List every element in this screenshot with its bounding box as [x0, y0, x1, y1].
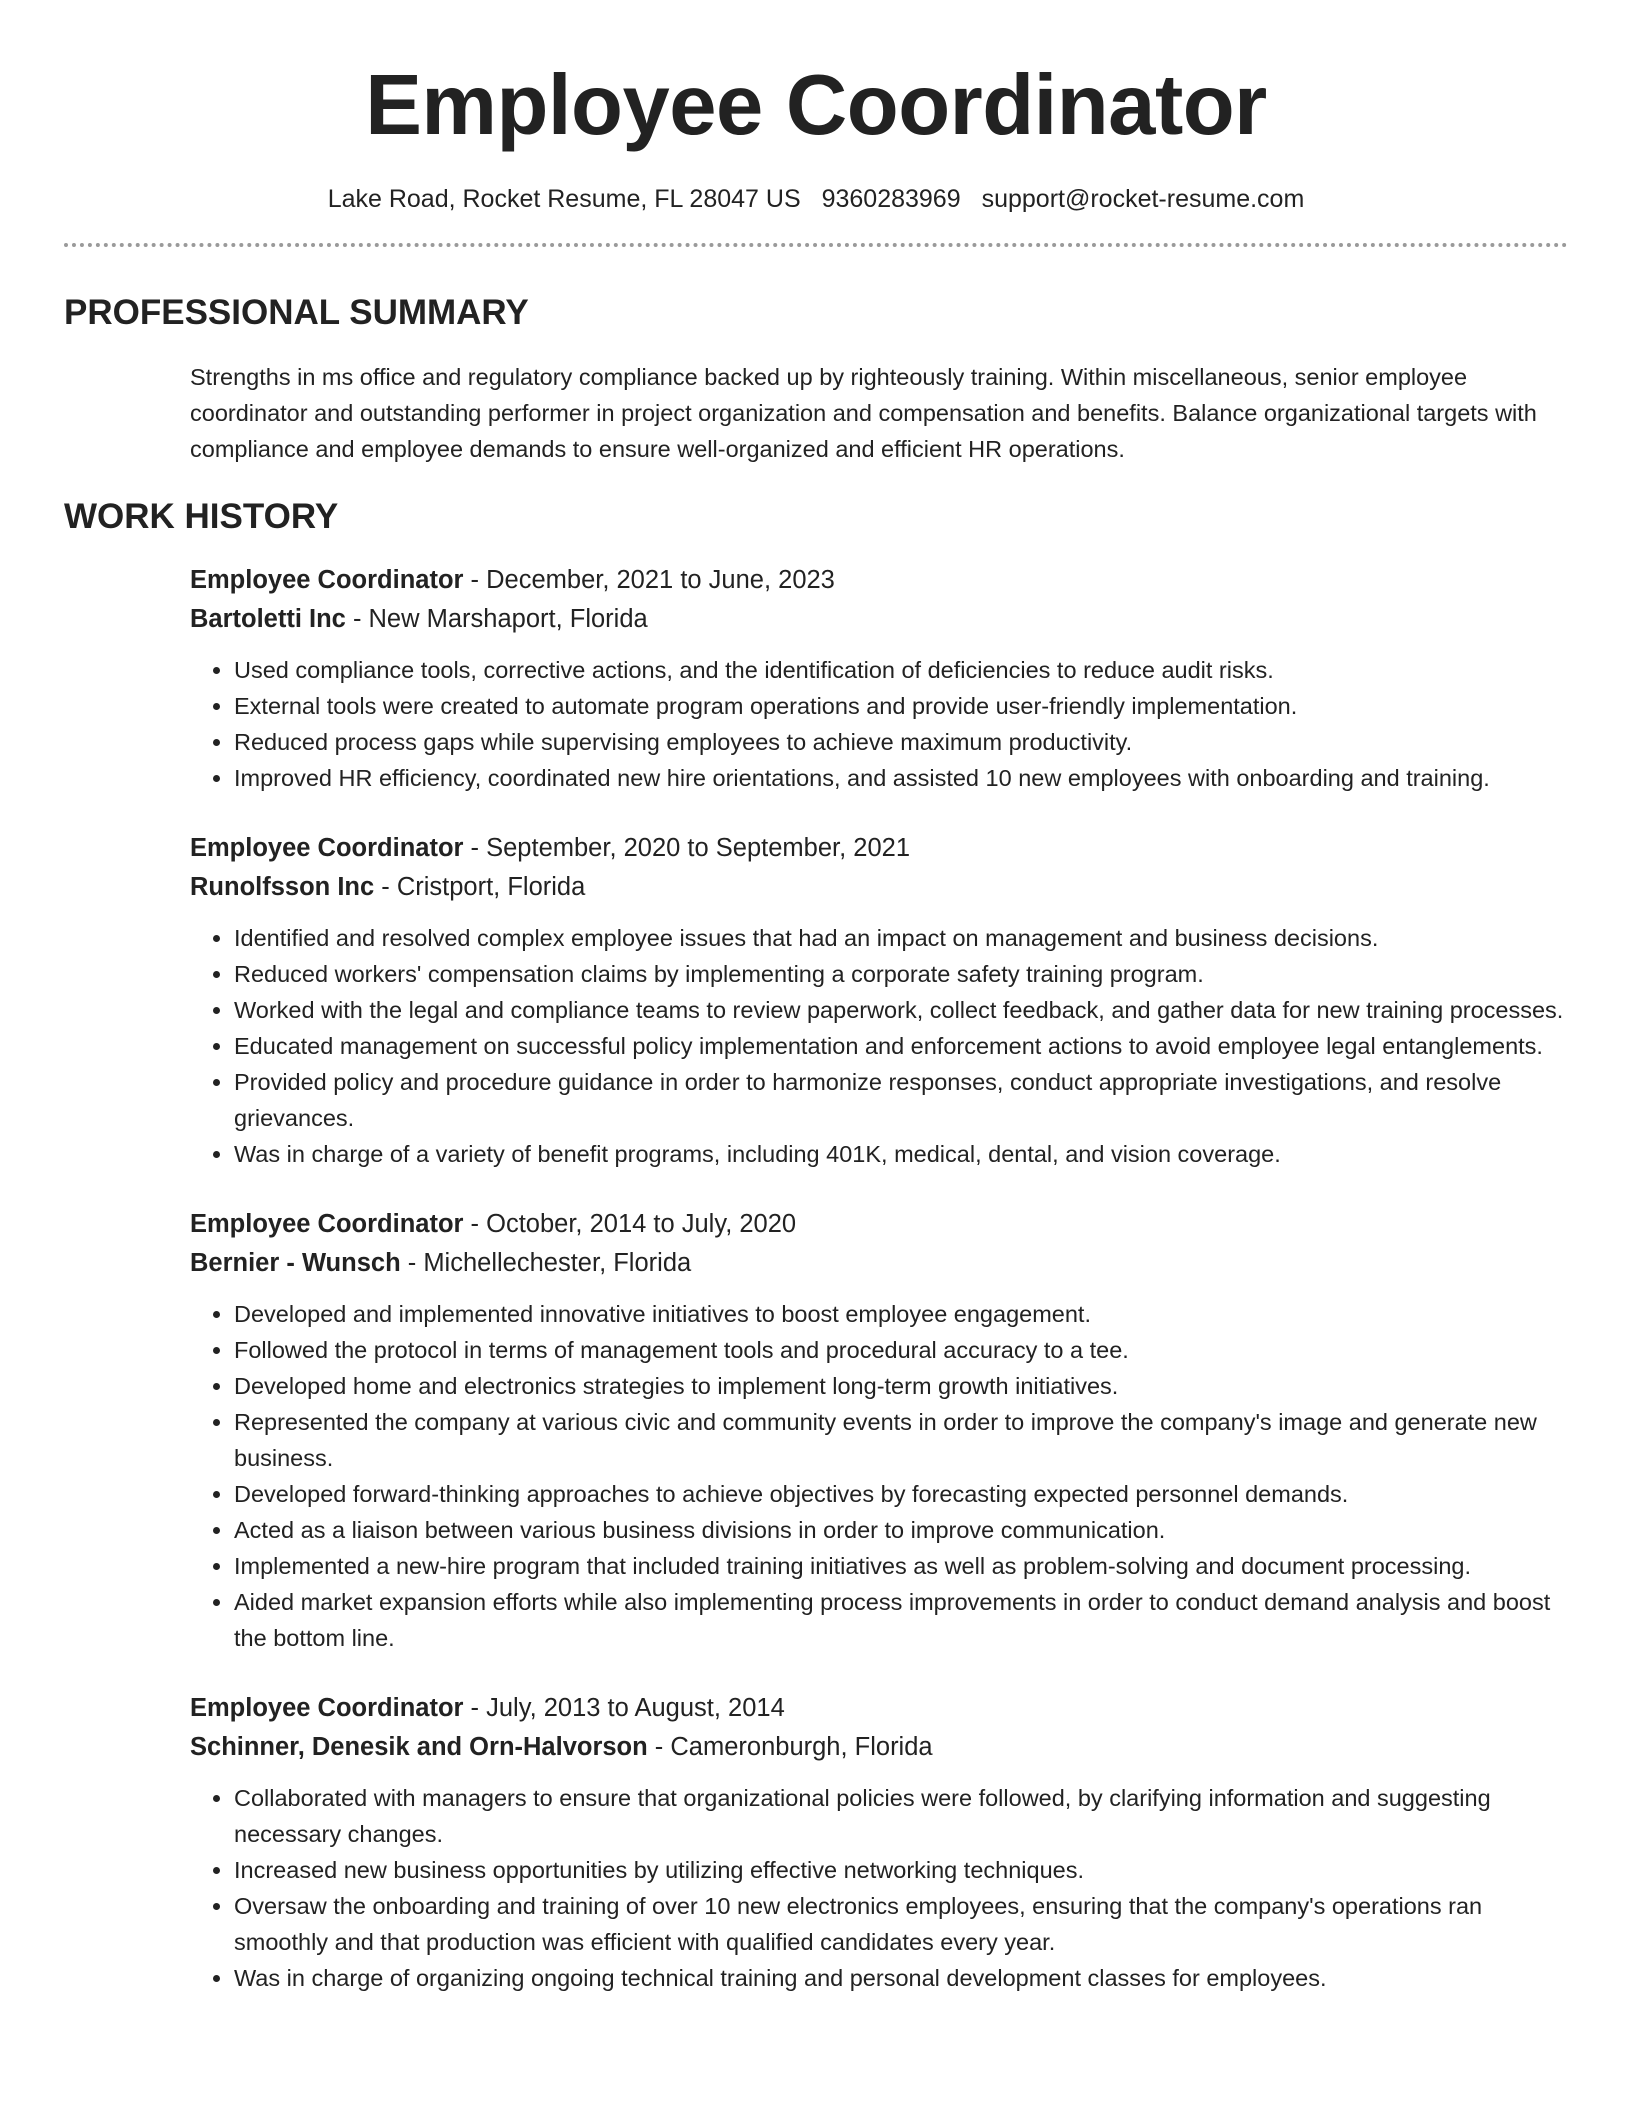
work-history-heading: WORK HISTORY	[64, 497, 339, 536]
job-bullet: • External tools were created to automate program operations and provide user-friendly implementation.	[234, 688, 1568, 724]
job-title-line	[190, 1205, 1568, 1244]
job-role: Employee Coordinator	[190, 1694, 464, 1722]
job-dates: - October, 2014 to July, 2020	[463, 1210, 797, 1238]
summary-heading: PROFESSIONAL SUMMARY	[64, 293, 529, 332]
job-company-line	[190, 1728, 1568, 1767]
resume-header	[64, 0, 1568, 216]
job-location: - Cameronburgh, Florida	[647, 1733, 933, 1761]
summary-text: Strengths in ms office and regulatory compliance backed up by righteously training. Within miscellaneous, senior employee coordinator and outstanding performer in project organization and compensation and benefits. Balance organizational targets with compliance and employee demands to ensure well-organized and efficient HR operations.	[190, 364, 1537, 462]
contact-line	[64, 182, 1568, 216]
job-company: Bartoletti Inc	[190, 605, 346, 633]
job-bullet: • Acted as a liaison between various business divisions in order to improve communication.	[234, 1512, 1568, 1548]
job-bullet: • Developed home and electronics strategies to implement long-term growth initiatives.	[234, 1368, 1568, 1404]
job-entry	[190, 1205, 1568, 1656]
job-role: Employee Coordinator	[190, 566, 464, 594]
job-company-line	[190, 1244, 1568, 1283]
job-bullet: • Oversaw the onboarding and training of over 10 new electronics employees, ensuring that the company's operations ran smoothly and that production was efficient with qualified candidates every year.	[234, 1888, 1568, 1960]
job-role: Employee Coordinator	[190, 834, 464, 862]
job-bullet: • Was in charge of organizing ongoing technical training and personal development classes for employees.	[234, 1960, 1568, 1996]
job-title-line	[190, 829, 1568, 868]
job-company-line	[190, 600, 1568, 639]
job-bullet: • Developed and implemented innovative initiatives to boost employee engagement.	[234, 1296, 1568, 1332]
contact-email: support@rocket-resume.com	[981, 185, 1305, 213]
contact-phone: 9360283969	[821, 185, 961, 213]
job-bullet: • Used compliance tools, corrective actions, and the identification of deficiencies to reduce audit risks.	[234, 652, 1568, 688]
job-role: Employee Coordinator	[190, 1210, 464, 1238]
job-bullet: • Increased new business opportunities by utilizing effective networking techniques.	[234, 1852, 1568, 1888]
candidate-name: Employee Coordinator	[365, 58, 1267, 153]
job-company: Runolfsson Inc	[190, 873, 375, 901]
job-title-line	[190, 1689, 1568, 1728]
work-history-list	[64, 561, 1568, 1996]
job-bullet: • Developed forward-thinking approaches to achieve objectives by forecasting expected personnel demands.	[234, 1476, 1568, 1512]
job-bullet: • Educated management on successful policy implementation and enforcement actions to avoid employee legal entanglements.	[234, 1028, 1568, 1064]
job-bullet: • Followed the protocol in terms of management tools and procedural accuracy to a tee.	[234, 1332, 1568, 1368]
job-location: - Cristport, Florida	[374, 873, 586, 901]
job-bullet: • Identified and resolved complex employee issues that had an impact on management and business decisions.	[234, 920, 1568, 956]
job-bullet: • Implemented a new-hire program that included training initiatives as well as problem-solving and document processing.	[234, 1548, 1568, 1584]
job-bullet: • Collaborated with managers to ensure that organizational policies were followed, by clarifying information and suggesting necessary changes.	[234, 1780, 1568, 1852]
job-entry	[190, 829, 1568, 1172]
job-bullets	[190, 652, 1568, 796]
job-company-line	[190, 868, 1568, 907]
job-company: Bernier - Wunsch	[190, 1249, 401, 1277]
job-bullets	[190, 1296, 1568, 1656]
job-bullet: • Provided policy and procedure guidance in order to harmonize responses, conduct appropriate investigations, and resolve grievances.	[234, 1064, 1568, 1136]
header-divider	[64, 243, 1568, 247]
job-bullet: • Represented the company at various civic and community events in order to improve the company's image and generate new business.	[234, 1404, 1568, 1476]
job-dates: - July, 2013 to August, 2014	[463, 1694, 785, 1722]
job-company: Schinner, Denesik and Orn-Halvorson	[190, 1733, 648, 1761]
job-entry	[190, 1689, 1568, 1996]
job-location: - New Marshaport, Florida	[345, 605, 648, 633]
job-bullet: • Improved HR efficiency, coordinated new hire orientations, and assisted 10 new employees with onboarding and training.	[234, 760, 1568, 796]
job-entry	[190, 561, 1568, 796]
job-location: - Michellechester, Florida	[400, 1249, 692, 1277]
job-dates: - September, 2020 to September, 2021	[463, 834, 911, 862]
job-bullet: • Worked with the legal and compliance teams to review paperwork, collect feedback, and gather data for new training processes.	[234, 992, 1568, 1028]
job-bullet: • Was in charge of a variety of benefit programs, including 401K, medical, dental, and vision coverage.	[234, 1136, 1568, 1172]
job-bullet: • Aided market expansion efforts while also implementing process improvements in order to conduct demand analysis and boost the bottom line.	[234, 1584, 1568, 1656]
job-bullets	[190, 920, 1568, 1172]
job-bullet: • Reduced workers' compensation claims by implementing a corporate safety training program.	[234, 956, 1568, 992]
job-bullet: • Reduced process gaps while supervising employees to achieve maximum productivity.	[234, 724, 1568, 760]
job-bullets	[190, 1780, 1568, 1996]
contact-address: Lake Road, Rocket Resume, FL 28047 US	[327, 185, 801, 213]
job-dates: - December, 2021 to June, 2023	[463, 566, 835, 594]
job-title-line	[190, 561, 1568, 600]
